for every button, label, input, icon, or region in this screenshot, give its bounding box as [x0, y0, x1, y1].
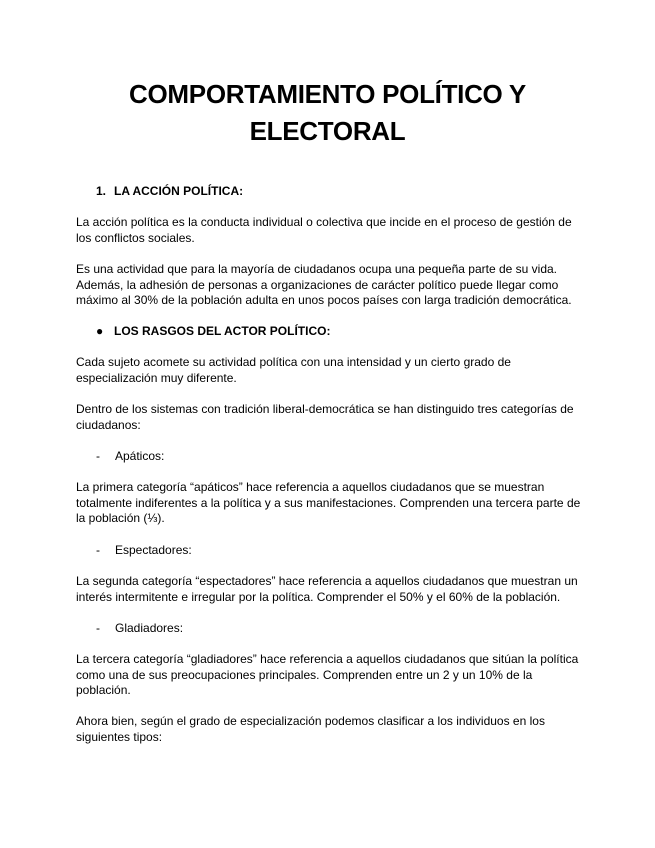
section-heading-text: LOS RASGOS DEL ACTOR POLÍTICO:	[114, 324, 331, 338]
paragraph-categorias: Dentro de los sistemas con tradición liberal-democrática se han distinguido tres categorías de ciudadanos:	[76, 402, 574, 432]
document-title-line-1: COMPORTAMIENTO POLÍTICO Y	[129, 79, 526, 109]
paragraph-espectadores: La segunda categoría “espectadores” hace referencia a aquellos ciudadanos que muestran un interés intermitente e irregular por la política. Comprender el 50% y el 60% de la población.	[76, 574, 578, 604]
section-heading-rasgos-actor	[96, 324, 330, 339]
list-item-label: Gladiadores:	[115, 621, 184, 635]
dash-marker: -	[96, 621, 100, 635]
list-item-label: Apáticos:	[115, 449, 165, 463]
dash-marker: -	[96, 543, 100, 557]
section-heading-accion-politica	[96, 184, 243, 199]
list-item-espectadores	[96, 543, 192, 558]
bullet-icon: ●	[96, 324, 104, 338]
paragraph-apaticos: La primera categoría “apáticos” hace referencia a aquellos ciudadanos que se muestran totalmente indiferentes a la política y a sus manifestaciones. Comprenden una tercera parte de la población (⅓).	[76, 480, 581, 525]
list-item-gladiadores	[96, 621, 183, 636]
paragraph-sujeto: Cada sujeto acomete su actividad política con una intensidad y un cierto grado de especialización muy diferente.	[76, 355, 511, 385]
paragraph-especializacion: Ahora bien, según el grado de especialización podemos clasificar a los individuos en los siguientes tipos:	[76, 714, 545, 744]
paragraph-definicion: La acción política es la conducta individual o colectiva que incide en el proceso de gestión de los conflictos sociales.	[76, 215, 572, 245]
list-item-apaticos	[96, 449, 164, 464]
document-title-line-2: ELECTORAL	[249, 116, 406, 146]
section-number: 1.	[96, 184, 107, 198]
list-item-label: Espectadores:	[115, 543, 192, 557]
paragraph-gladiadores: La tercera categoría “gladiadores” hace referencia a aquellos ciudadanos que sitúan la política como una de sus preocupaciones principales. Comprenden entre un 2 y un 10% de la población.	[76, 652, 579, 697]
section-heading-text: LA ACCIÓN POLÍTICA:	[114, 184, 244, 198]
paragraph-actividad: Es una actividad que para la mayoría de ciudadanos ocupa una pequeña parte de su vida. Además, la adhesión de personas a organizaciones de carácter político puede llegar como máximo al 30% de la población adulta en unos pocos países con larga tradición democrática.	[76, 262, 572, 307]
dash-marker: -	[96, 449, 100, 463]
